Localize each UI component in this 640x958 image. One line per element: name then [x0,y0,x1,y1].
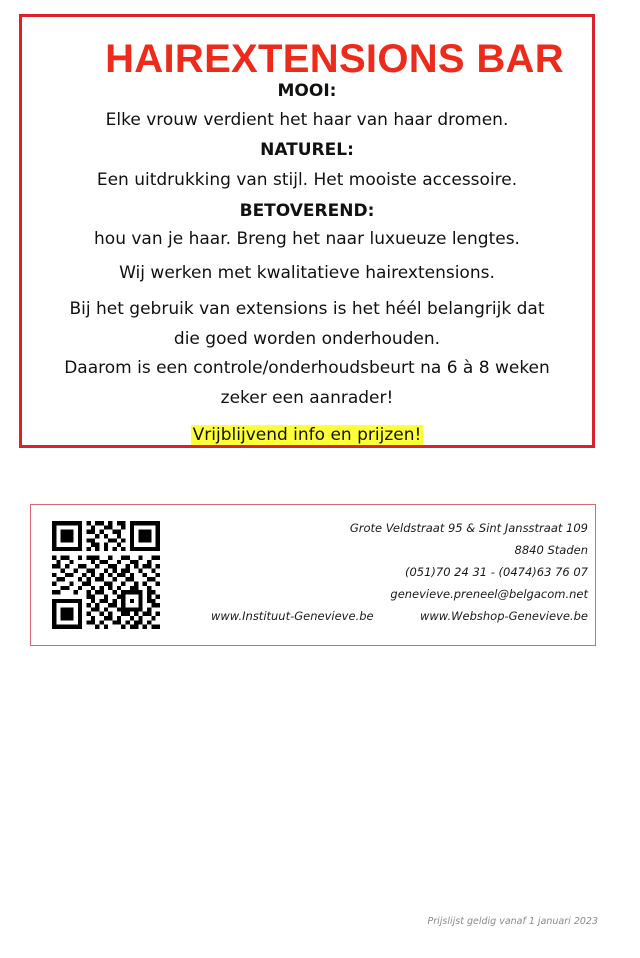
price-list-validity: Prijslijst geldig vanaf 1 januari 2023 [427,916,598,927]
maintenance-text-line1: Bij het gebruik van extensions is het héél belangrijk dat [69,299,545,319]
maintenance-text-line2: die goed worden onderhouden. [173,329,441,349]
control-text-line1: Daarom is een controle/onderhoudsbeurt na 6 à 8 weken [64,358,550,378]
contact-city: 8840 Staden [514,543,588,557]
heading-naturel: NATUREL: [260,140,354,160]
heading-betoverend: BETOVEREND: [239,201,375,221]
cta-highlight: Vrijblijvend info en prijzen! [192,425,422,445]
website-webshop-link[interactable]: www.Webshop-Genevieve.be [420,609,588,623]
promo-box [19,14,595,448]
text-betoverend: hou van je haar. Breng het naar luxueuze lengtes. [94,229,520,249]
contact-phones: (051)70 24 31 - (0474)63 76 07 [404,565,588,579]
contact-box [30,504,596,646]
heading-mooi: MOOI: [277,81,337,101]
contact-address: Grote Veldstraat 95 & Sint Jansstraat 109 [349,521,588,535]
text-naturel: Een uitdrukking van stijl. Het mooiste accessoire. [96,170,518,190]
website-institute-link[interactable]: www.Instituut-Genevieve.be [211,609,374,623]
quality-text: Wij werken met kwalitatieve hairextensions. [119,263,495,283]
qr-code-icon[interactable] [52,520,160,630]
text-mooi: Elke vrouw verdient het haar van haar dromen. [105,110,509,130]
control-text-line2: zeker een aanrader! [220,388,394,408]
page-title: HAIREXTENSIONS BAR [105,37,564,81]
cta-line [22,425,592,445]
contact-email[interactable]: genevieve.preneel@belgacom.net [390,587,588,601]
